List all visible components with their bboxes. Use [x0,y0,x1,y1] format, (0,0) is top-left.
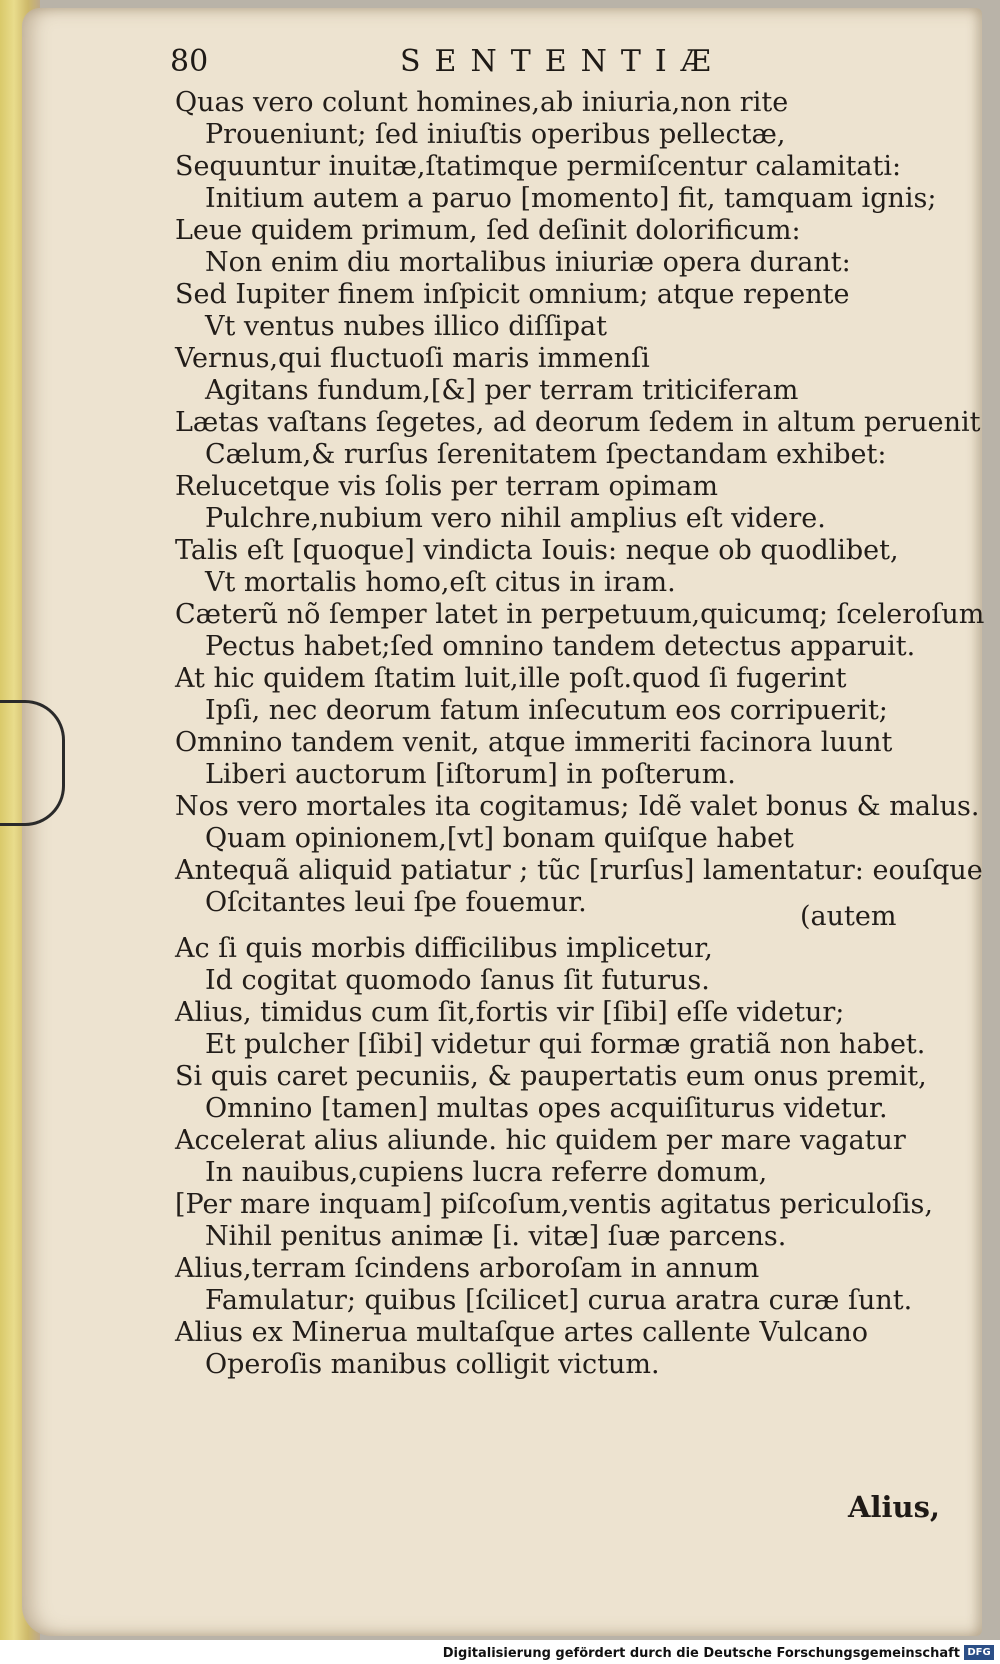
verse-line: Alius,terram ſcindens arboroſam in annum [175,1253,760,1284]
verse-line: Lætas vaſtans ſegetes, ad deorum ſedem in altum peruenit [175,407,981,438]
verse-line: Vernus,qui fluctuoſi maris immenſi [175,343,650,374]
verse-line: Quas vero colunt homines,ab iniuria,non rite [175,87,789,118]
verse-line: Vt mortalis homo,eſt citus in iram. [205,567,676,598]
verse-line: Omnino tandem venit, atque immeriti facinora luunt [175,727,893,758]
verse-line: Antequã aliquid patiatur ; tũc [rurſus] lamentatur: eouſque [175,855,983,886]
verse-line: Alius ex Minerua multaſque artes callente Vulcano [175,1317,869,1348]
verse-line: Pulchre,nubium vero nihil amplius eſt videre. [205,503,826,534]
verse-line: Initium autem a paruo [momento] fit, tamquam ignis; [205,183,937,214]
running-title: SENTENTIÆ [400,44,725,79]
clasp-tab [0,700,65,826]
verse-line: Nos vero mortales ita cogitamus; Idẽ valet bonus & malus. [175,791,980,822]
verse-line: Nihil penitus animæ [i. vitæ] ſuæ parcens. [205,1221,787,1252]
catchword: Alius, [847,1490,940,1524]
verse-line: Sequuntur inuitæ,ſtatimque permiſcentur calamitati: [175,151,902,182]
dfg-logo-icon: DFG [964,1645,994,1660]
verse-line: Leue quidem primum, ſed deſinit dolorificum: [175,215,801,246]
verse-line: At hic quidem ſtatim luit,ille poſt.quod ſi fugerint [175,663,847,694]
footer-bar [0,1640,1000,1664]
verse-line: Operoſis manibus colligit victum. [205,1349,660,1380]
verse-line: Omnino [tamen] multas opes acquiſiturus videtur. [205,1093,888,1124]
verse-line: In nauibus,cupiens lucra referre domum, [205,1157,768,1188]
verse-line: Ac ſi quis morbis difficilibus implicetur, [175,933,713,964]
verse-line: Relucetque vis ſolis per terram opimam [175,471,718,502]
verse-line: Famulatur; quibus [ſcilicet] curua aratra curæ ſunt. [205,1285,913,1316]
verse-line: Ipſi, nec deorum fatum inſecutum eos corripuerit; [205,695,888,726]
verse-line: [Per mare inquam] piſcoſum,ventis agitatus periculoſis, [175,1189,933,1220]
verse-line: Accelerat alius aliunde. hic quidem per mare vagatur [175,1125,906,1156]
verse-line: Vt ventus nubes illico diſſipat [205,311,607,342]
funding-credit: Digitalisierung gefördert durch die Deutsche Forschungsgemeinschaft [442,1646,960,1661]
verse-line: Liberi auctorum [iſtorum] in poſterum. [205,759,736,790]
verse-line: Sed Iupiter finem inſpicit omnium; atque repente [175,279,850,310]
verse-line: Agitans fundum,[&] per terram triticiferam [205,375,799,406]
verse-line: Et pulcher [ſibi] videtur qui formæ gratiã non habet. [205,1029,926,1060]
verse-line: Alius, timidus cum ſit,fortis vir [ſibi] eſſe videtur; [175,997,845,1028]
verse-line: Si quis caret pecuniis, & paupertatis eum onus premit, [175,1061,927,1092]
verse-line: Cæterũ nõ ſemper latet in perpetuum,quicumq; ſceleroſum [175,599,985,630]
running-head [0,44,1000,84]
verse-line: Talis eſt [quoque] vindicta Iouis: neque ob quodlibet, [175,535,899,566]
verse-line: Non enim diu mortalibus iniuriæ opera durant: [205,247,851,278]
verse-line: Oſcitantes leui ſpe fouemur. [205,887,587,918]
verse-line: Cælum,& rurſus ſerenitatem ſpectandam exhibet: [205,439,887,470]
margin-note: (autem [800,901,897,932]
verse-line: Quam opinionem,[vt] bonam quiſque habet [205,823,794,854]
page-number: 80 [170,44,209,79]
verse-line: Id cogitat quomodo ſanus ſit futurus. [205,965,710,996]
verse-line: Pectus habet;ſed omnino tandem detectus apparuit. [205,631,916,662]
verse-line: Proueniunt; ſed iniuſtis operibus pellectæ, [205,119,786,150]
